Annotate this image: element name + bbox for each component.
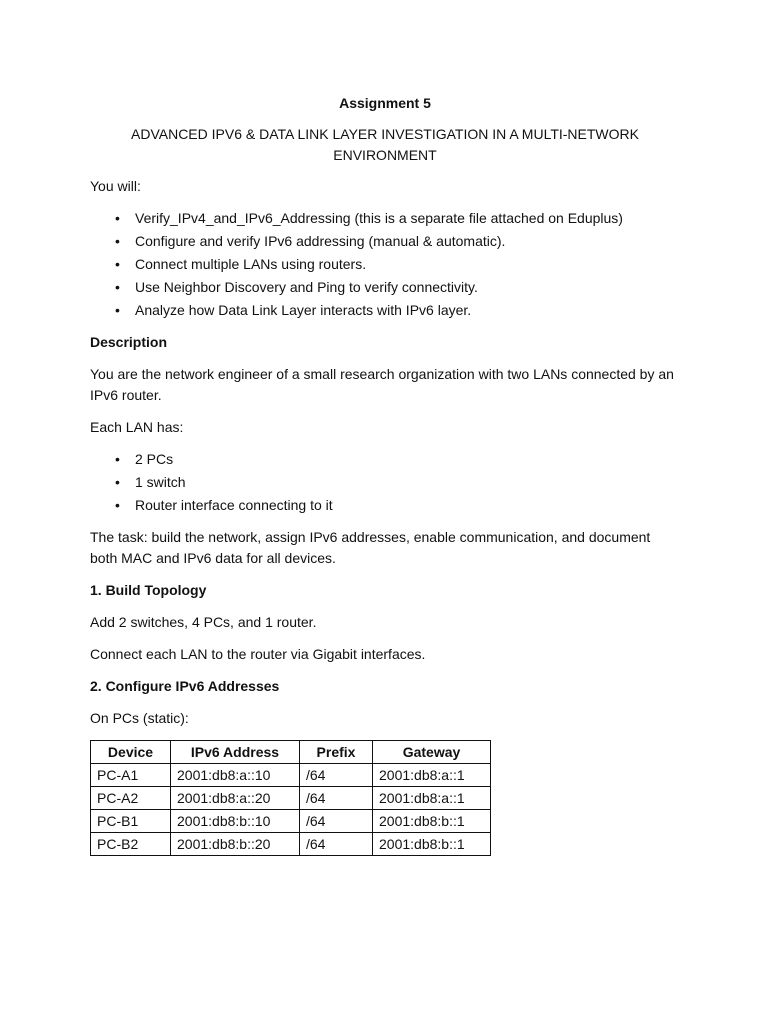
table-cell: 2001:db8:b::1 <box>373 810 491 833</box>
column-header-ipv6-address: IPv6 Address <box>171 741 300 764</box>
table-row <box>91 810 491 833</box>
table-row <box>91 764 491 787</box>
table-header-row <box>91 741 491 764</box>
lan-contents-item: • Router interface connecting to it <box>135 495 680 516</box>
objective-item: • Connect multiple LANs using routers. <box>135 254 680 275</box>
objective-item: • Verify_IPv4_and_IPv6_Addressing (this is a separate file attached on Eduplus) <box>135 208 680 229</box>
document-title: Assignment 5 <box>339 95 431 111</box>
lan-contents-list <box>90 449 680 516</box>
column-header-prefix: Prefix <box>300 741 373 764</box>
lan-contents-intro: Each LAN has: <box>90 419 184 435</box>
section-1-paragraph: Add 2 switches, 4 PCs, and 1 router. <box>90 614 317 630</box>
table-cell: 2001:db8:b::20 <box>171 833 300 856</box>
table-cell: 2001:db8:b::1 <box>373 833 491 856</box>
objective-item: • Use Neighbor Discovery and Ping to verify connectivity. <box>135 277 680 298</box>
description-heading: Description <box>90 334 168 350</box>
intro-text: You will: <box>90 178 141 194</box>
section-2-heading: 2. Configure IPv6 Addresses <box>90 678 280 694</box>
lan-contents-item: • 1 switch <box>135 472 680 493</box>
lan-contents-item: • 2 PCs <box>135 449 680 470</box>
table-row <box>91 833 491 856</box>
table-cell: /64 <box>300 787 373 810</box>
table-cell: /64 <box>300 833 373 856</box>
description-paragraph: You are the network engineer of a small research organization with two LANs connected by an IPv6 router. <box>90 366 674 403</box>
objectives-list <box>90 208 680 321</box>
objective-item: • Analyze how Data Link Layer interacts with IPv6 layer. <box>135 300 680 321</box>
section-1-heading: 1. Build Topology <box>90 582 207 598</box>
ipv6-address-table <box>90 740 491 856</box>
column-header-gateway: Gateway <box>373 741 491 764</box>
document-subtitle: ADVANCED IPV6 & DATA LINK LAYER INVESTIGATION IN A MULTI-NETWORK ENVIRONMENT <box>131 126 639 163</box>
objective-item: • Configure and verify IPv6 addressing (manual & automatic). <box>135 231 680 252</box>
table-cell: PC-A1 <box>91 764 171 787</box>
table-cell: 2001:db8:a::1 <box>373 787 491 810</box>
section-2-paragraph: On PCs (static): <box>90 710 189 726</box>
table-cell: 2001:db8:a::20 <box>171 787 300 810</box>
table-cell: PC-B1 <box>91 810 171 833</box>
table-cell: /64 <box>300 764 373 787</box>
section-1-paragraph: Connect each LAN to the router via Gigabit interfaces. <box>90 646 426 662</box>
table-cell: PC-B2 <box>91 833 171 856</box>
table-cell: 2001:db8:a::1 <box>373 764 491 787</box>
table-cell: 2001:db8:b::10 <box>171 810 300 833</box>
table-row <box>91 787 491 810</box>
table-cell: 2001:db8:a::10 <box>171 764 300 787</box>
column-header-device: Device <box>91 741 171 764</box>
task-paragraph: The task: build the network, assign IPv6 addresses, enable communication, and document both MAC and IPv6 data for all devices. <box>90 529 651 566</box>
table-cell: /64 <box>300 810 373 833</box>
table-cell: PC-A2 <box>91 787 171 810</box>
